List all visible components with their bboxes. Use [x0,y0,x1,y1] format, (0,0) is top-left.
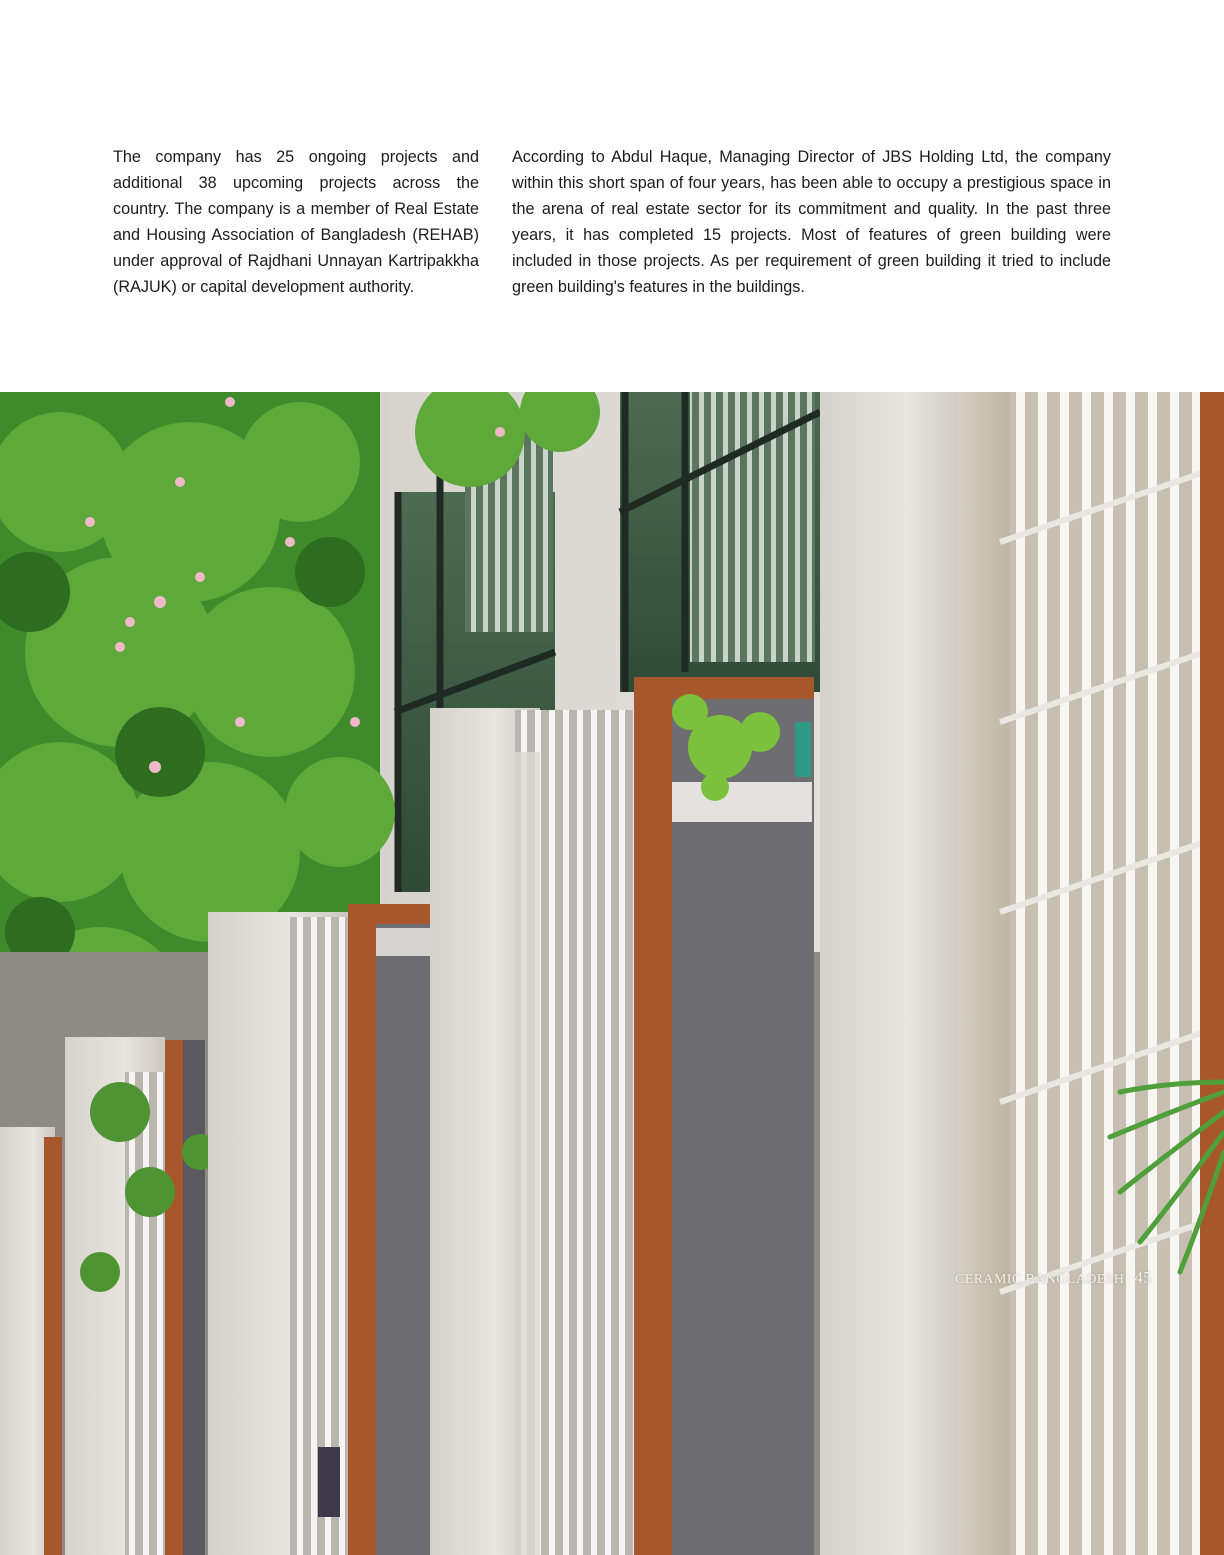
article-column-left: The company has 25 ongoing projects and additional 38 upcoming projects across the country. The company is a member of Real Estate and Housing Association of Bangladesh (REHAB) under approval of Rajdhani Unnayan Kartripakkha (RAJUK) or capital development authority. [113,148,479,296]
folio-divider [1129,1269,1130,1287]
article-column-right: According to Abdul Haque, Managing Director of JBS Holding Ltd, the company within this short span of four years, has been able to occupy a prestigious space in the arena of real estate sector for its commitment and quality. In the past three years, it has completed 15 projects. Most of features of green building were included in those projects. As per requirement of green building it tried to include green building's features in the buildings. [512,148,1111,296]
building-facade-photo [0,392,1224,1555]
page-folio [955,1268,1152,1288]
publication-name: CERAMIC BANGLADESH [955,1272,1125,1287]
page-number: 45 [1134,1268,1153,1287]
